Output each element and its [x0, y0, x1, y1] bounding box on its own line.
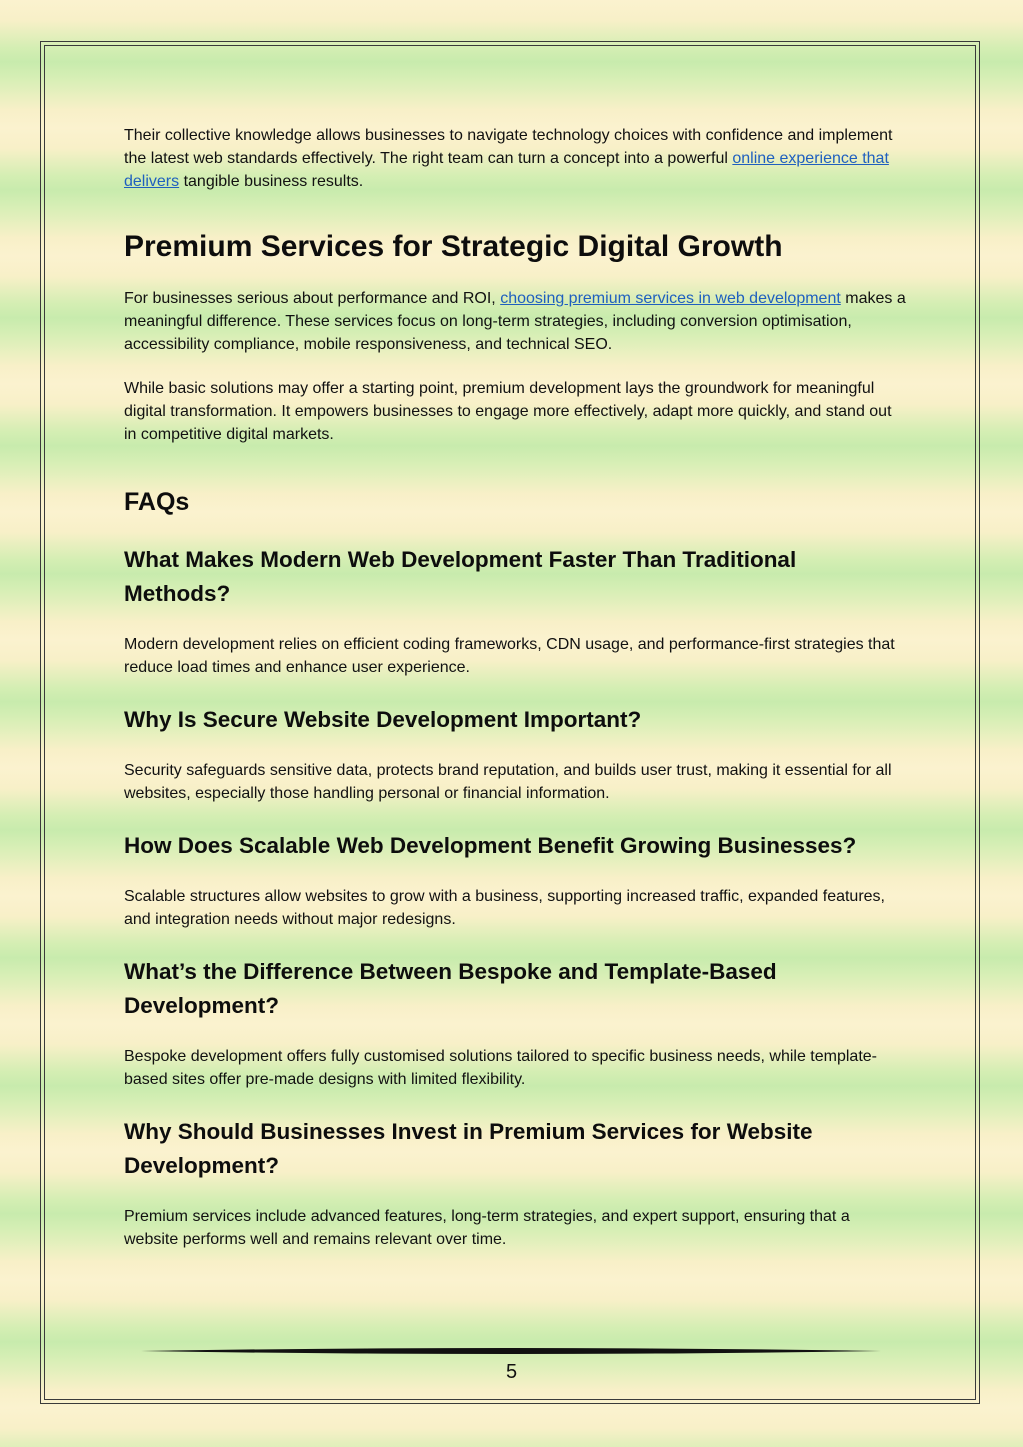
premium-services-link[interactable]: choosing premium services in web development	[500, 290, 841, 307]
faq-question-2: Why Is Secure Website Development Important?	[124, 707, 642, 732]
footer-divider	[141, 1346, 881, 1356]
online-experience-link[interactable]: online experience that delivers	[124, 150, 889, 190]
faq-question-5: Why Should Businesses Invest in Premium Services for Website Development?	[124, 1119, 813, 1178]
premium-p1-text-start: For businesses serious about performance and ROI,	[124, 290, 501, 307]
intro-text-start: Their collective knowledge allows businesses to navigate technology choices with confidence and implement the latest web standards effectively. The right team can turn a concept into a powerful	[124, 127, 893, 167]
faqs-heading: FAQs	[124, 488, 190, 516]
premium-p1-text-end: makes a meaningful difference. These services focus on long-term strategies, including conversion optimisation, accessibility compliance, mobile responsiveness, and technical SEO.	[124, 290, 906, 353]
faq-question-3: How Does Scalable Web Development Benefit Growing Businesses?	[124, 833, 857, 858]
faq-answer-1: Modern development relies on efficient coding frameworks, CDN usage, and performance-first strategies that reduce load times and enhance user experience.	[124, 636, 895, 676]
faq-answer-3: Scalable structures allow websites to grow with a business, supporting increased traffic, expanded features, and integration needs without major redesigns.	[124, 888, 885, 928]
intro-paragraph	[124, 124, 906, 193]
faq-answer-5: Premium services include advanced features, long-term strategies, and expert support, ensuring that a website performs well and remains relevant over time.	[124, 1208, 850, 1248]
faq-answer-4: Bespoke development offers fully customised solutions tailored to specific business needs, while template-based sites offer pre-made designs with limited flexibility.	[124, 1048, 877, 1088]
page-content	[124, 124, 906, 1251]
faq-question-4: What’s the Difference Between Bespoke and Template-Based Development?	[124, 959, 777, 1018]
faq-answer-2: Security safeguards sensitive data, protects brand reputation, and builds user trust, making it essential for all websites, especially those handling personal or financial information.	[124, 762, 892, 802]
premium-services-heading: Premium Services for Strategic Digital Growth	[124, 230, 783, 263]
faq-question-1: What Makes Modern Web Development Faster Than Traditional Methods?	[124, 547, 797, 606]
premium-paragraph-2: While basic solutions may offer a starting point, premium development lays the groundwork for meaningful digital transformation. It empowers businesses to engage more effectively, adapt more quickly, and stand out in competitive digital markets.	[124, 380, 892, 443]
premium-paragraph-1	[124, 287, 906, 356]
page-number: 5	[505, 1361, 518, 1383]
intro-text-end: tangible business results.	[179, 173, 364, 190]
